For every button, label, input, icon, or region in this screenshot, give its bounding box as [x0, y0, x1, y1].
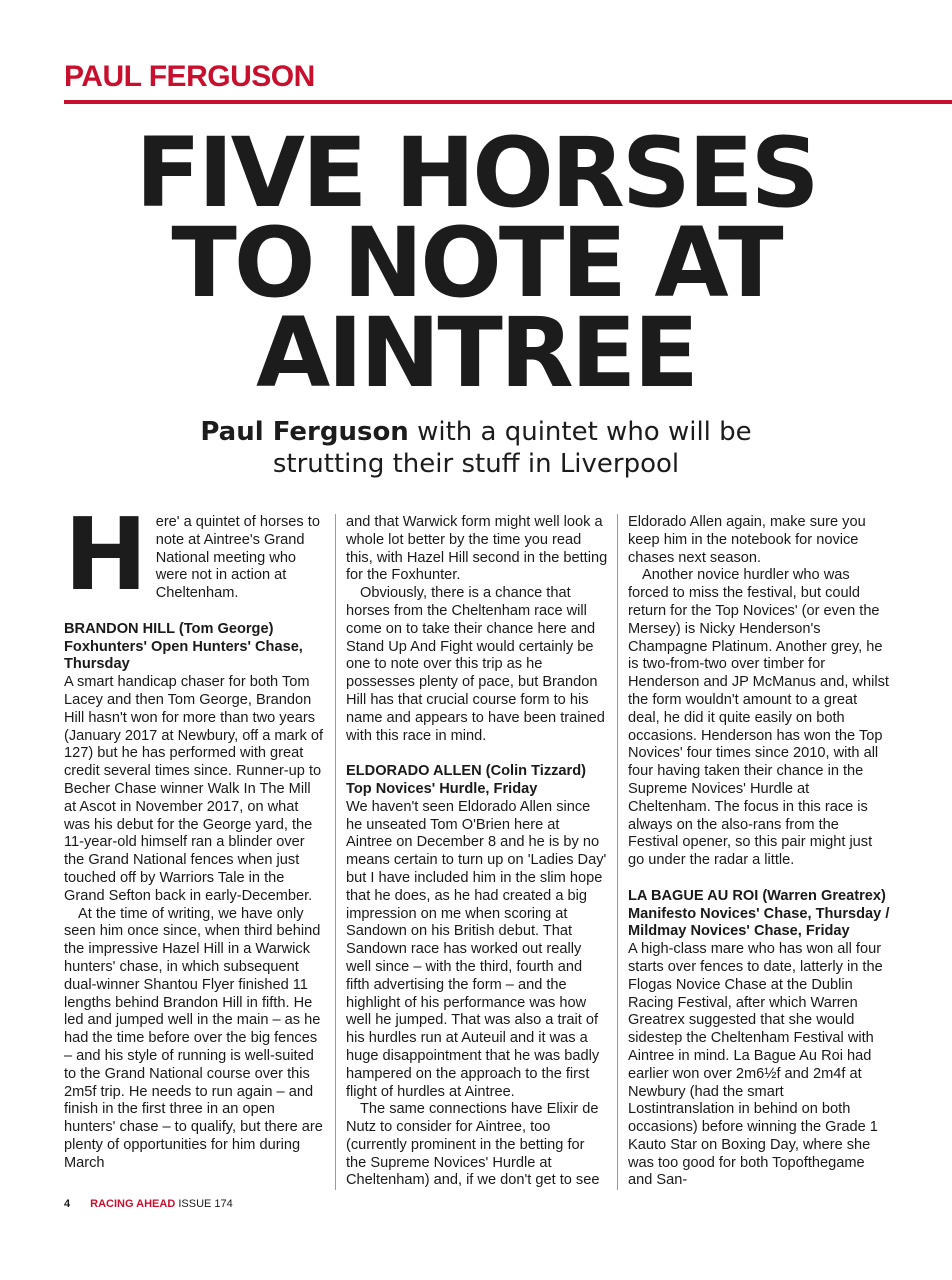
- article-column-3: [628, 514, 890, 1190]
- body-paragraph: At the time of writing, we have only seen him once since, when third behind the impressive Hazel Hill in a Warwick hunters' chase, in which subsequent dual-winner Shantou Flyer finished 11 lengths behind Brandon Hill in fifth. He led and jumped well in the main – as he had the time before over the big fences – and his style of running is well-suited to the Grand National course over this 2m5f trip. He needs to run again – and finish in the first three in an open hunters' chase – to qualify, but there are plenty of opportunities for him during March: [64, 905, 323, 1171]
- drop-cap: H: [64, 496, 148, 613]
- intro-paragraph: [64, 496, 326, 613]
- magazine-name: RACING AHEAD: [90, 1198, 176, 1210]
- page-footer: [64, 1198, 233, 1210]
- standfirst: [0, 416, 952, 480]
- author-tag: PAUL FERGUSON: [64, 60, 315, 93]
- standfirst-text: with a quintet who will be: [408, 417, 752, 447]
- headline: [0, 117, 952, 409]
- section-race-brandon-hill: Foxhunters' Open Hunters' Chase, Thursday: [64, 638, 303, 673]
- page-number: 4: [64, 1198, 71, 1210]
- intro-text: ere' a quintet of horses to note at Aintree's Grand National meeting who were not in action at Cheltenham.: [155, 514, 320, 602]
- body-paragraph: A high-class mare who has won all four starts over fences to date, latterly in the Flogas Novice Chase at the Dublin Racing Festival, after which Warren Greatrex suggested that she would sidestep the Cheltenham Festival with Aintree in mind. La Bague Au Roi had earlier won over 2m6½f and 2m4f at Newbury (had the smart Lostintranslation in behind on both occasions) before winning the Grade 1 Kauto Star on Boxing Day, where she was too good for both Topofthegame and San-: [628, 941, 883, 1189]
- section-heading-la-bague-au-roi: LA BAGUE AU ROI (Warren Greatrex): [628, 887, 886, 904]
- section-race-la-bague-au-roi: Manifesto Novices' Chase, Thursday / Mildmay Novices' Chase, Friday: [628, 905, 890, 940]
- column-divider: [617, 514, 618, 1190]
- section-heading-brandon-hill: BRANDON HILL (Tom George): [64, 620, 274, 637]
- headline-line-2: TO NOTE AT: [171, 207, 781, 319]
- standfirst-line-2: strutting their stuff in Liverpool: [272, 449, 680, 479]
- column-divider: [335, 514, 336, 1190]
- body-paragraph: The same connections have Elixir de Nutz to consider for Aintree, too (currently prominent in the betting for the Supreme Novices' Hurdle at Cheltenham) and, if we don't get to see: [346, 1101, 600, 1189]
- section-race-eldorado-allen: Top Novices' Hurdle, Friday: [346, 780, 538, 797]
- headline-line-3: AINTREE: [256, 297, 696, 409]
- body-paragraph: Obviously, there is a chance that horses from the Cheltenham race will come on to take their chance here and Stand Up And Fight would certainly be one to note over this trip as he possesses plenty of pace, but Brandon Hill has that crucial course form to his name and appears to have been trained with this race in mind.: [346, 585, 605, 744]
- body-paragraph: We haven't seen Eldorado Allen since he unseated Tom O'Brien here at Aintree on December 8 and he is by no means certain to turn up on 'Ladies Day' but I have included him in the slim hope that he does, as he had created a big impression on me when scoring at Sandown on his British debut. That Sandown race has worked out really well since – with the third, fourth and fifth advertising the form – and the highlight of his performance was how well he jumped. That was also a trait of his hurdles run at Auteuil and it was a huge disappointment that he was badly hampered on the approach to the first flight of hurdles at Aintree.: [346, 798, 607, 1100]
- headline-line-1: FIVE HORSES: [135, 117, 817, 229]
- article-column-1: [64, 496, 326, 1172]
- body-paragraph: A smart handicap chaser for both Tom Lacey and then Tom George, Brandon Hill hasn't won for more than two years (January 2017 at Newbury, off a mark of 127) but he has performed with great credit several times since. Runner-up to Becher Chase winner Walk In The Mill at Ascot in November 2017, on what was his debut for the George yard, the 11-year-old himself ran a blinder over the Grand National fences when just touched off by Warriors Tale in the Grand Sefton back in early-December.: [64, 674, 324, 904]
- body-paragraph: Another novice hurdler who was forced to miss the festival, but could return for the Top Novices' (or even the Mersey) is Nicky Henderson's Champagne Platinum. Another grey, he is two-from-two over timber for Henderson and JP McManus and, whilst the form wouldn't amount to a great deal, he did it quite easily on both occasions. Henderson has won the Top Novices' four times since 2010, with all four having taken their chance in the Supreme Novices' Hurdle at Cheltenham. The focus in this race is always on the also-rans from the Festival opener, so this pair might just go under the radar a little.: [628, 567, 889, 869]
- body-paragraph: Eldorado Allen again, make sure you keep him in the notebook for novice chases next season.: [628, 514, 866, 566]
- article-column-2: [346, 514, 608, 1190]
- standfirst-byname: Paul Ferguson: [200, 417, 409, 447]
- body-paragraph: and that Warwick form might well look a whole lot better by the time you read this, with Hazel Hill second in the betting for the Foxhunter.: [346, 514, 608, 584]
- section-heading-eldorado-allen: ELDORADO ALLEN (Colin Tizzard): [346, 763, 586, 780]
- header-rule: [64, 100, 952, 104]
- issue-number: ISSUE 174: [175, 1198, 233, 1210]
